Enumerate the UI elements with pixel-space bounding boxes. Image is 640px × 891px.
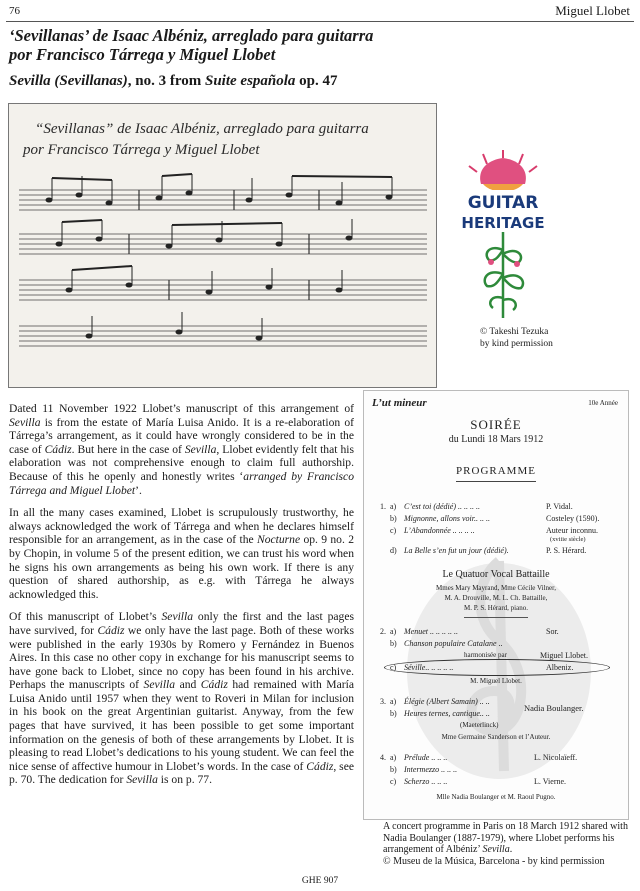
item-1c-composer: Auteur inconnu. bbox=[546, 526, 598, 535]
item-2b-arranger: Miguel Llobet. bbox=[540, 651, 588, 660]
item-3a-title: Élégie (Albert Samain) .. .. bbox=[404, 697, 490, 706]
item-1a-title: C’est toi (dédié) .. .. .. .. bbox=[404, 502, 480, 511]
item-2a-letter: a) bbox=[390, 627, 397, 636]
flower-logo-icon bbox=[447, 150, 559, 322]
text-run-italic: Cádiz bbox=[306, 759, 334, 773]
flower-top-icon bbox=[469, 150, 537, 192]
page-number: 76 bbox=[9, 5, 20, 17]
item-4a-title: Prélude .. .. .. bbox=[404, 753, 448, 762]
item-2c-composer: Albeniz. bbox=[546, 663, 574, 672]
text-run-italic: Sevilla bbox=[184, 442, 217, 456]
text-run: and bbox=[175, 678, 201, 692]
text-run: Dated 11 November 1922 Llobet’s manuscript of this arrangement of bbox=[9, 402, 354, 415]
body-text bbox=[9, 402, 354, 796]
item-1b-composer: Costeley (1590). bbox=[546, 514, 600, 523]
caption-text-end: . bbox=[509, 844, 513, 855]
item-3a-num: 3. bbox=[380, 697, 386, 706]
paragraph-2 bbox=[9, 506, 354, 601]
item-4b-letter: b) bbox=[390, 765, 397, 774]
text-run-italic: arranged by Francisco Tárrega and Miguel Llobet bbox=[9, 469, 354, 497]
text-run: had remained with María Luisa Anido until 1957 when they went to Roveri in Milan for inclusion in his book on the great Argentinian guitarist. Anyway, from the few pages that have survived, it has been possible to get some important information on the genesis of both of these arrangements by Llobet. It is pleasing to read Llobet’s dedications to his young student. We can feel the nice sense of affective humour in Llobet’s words. In the case of bbox=[9, 678, 354, 773]
subtitle-suite: Suite española bbox=[204, 73, 296, 89]
caption-text: A concert programme in Paris on 18 March 1912 shared with Nadia Boulanger (1887-1979), where Llobet performs his arrangement of Albéniz’ bbox=[383, 821, 628, 855]
subtitle-work: Sevilla (Sevillanas) bbox=[9, 73, 128, 89]
item-2a-title: Menuet .. .. .. .. .. bbox=[404, 627, 458, 636]
text-run-italic: Cádiz bbox=[44, 442, 72, 456]
text-run: only the first and the last pages have survived, for bbox=[9, 610, 354, 637]
running-title: Miguel Llobet bbox=[555, 3, 630, 18]
item-4c-letter: c) bbox=[390, 777, 397, 786]
manuscript-staves bbox=[19, 190, 427, 346]
item-1a-letter: a) bbox=[390, 502, 397, 511]
quatuor-line-1: Mmes Mary Mayrand, Mme Cécile Vilner, bbox=[436, 584, 556, 592]
caption-credit: © Museu de la Música, Barcelona - by kind permission bbox=[383, 855, 605, 867]
item-2b-title: Chanson populaire Catalane .. bbox=[404, 639, 503, 648]
text-run: , Llobet evidently felt that his elaboration was not comprehensive enough to claim full authorship. Because of this he openly and honestly writes ‘ bbox=[9, 442, 354, 483]
item-3-performer: Mme Germaine Sanderson et l’Auteur. bbox=[441, 733, 551, 741]
item-1c-title: L’Abandonnée .. .. .. .. bbox=[404, 526, 475, 535]
item-1c-letter: c) bbox=[390, 526, 397, 535]
text-run: is from the estate of María Luisa Anido. It is a re-elaboration of Tárrega’s arrangement, as it could have wrongly considered to be in the case of bbox=[9, 415, 354, 456]
article-title bbox=[9, 26, 429, 64]
item-2b-harmonised: harmonisée par bbox=[464, 651, 507, 659]
guitar-heritage-logo bbox=[447, 150, 559, 322]
manuscript-notes bbox=[46, 174, 392, 340]
item-3b-poet: (Maeterlinck) bbox=[460, 721, 499, 729]
photo-credit bbox=[480, 326, 553, 350]
paragraph-3 bbox=[9, 610, 354, 787]
manuscript-heading-1: “Sevillanas” de Isaac Albéniz, arreglado para guitarra bbox=[35, 121, 369, 137]
manuscript-barlines bbox=[129, 190, 319, 300]
item-2a-num: 2. bbox=[380, 627, 386, 636]
item-4a-letter: a) bbox=[390, 753, 397, 762]
text-run-italic: Cádiz bbox=[97, 623, 125, 637]
text-run: we only have the last page. Both of these works were published in the early 1930s by Romero y Fernández in Buenos Aires. In this case no other copy in exchange for his manuscript seems to have gone back to Llobet, since no copy has been found in his archive. Perhaps the manuscripts of bbox=[9, 623, 354, 692]
subtitle-text: , no. 3 from bbox=[127, 73, 205, 89]
item-1a-num: 1. bbox=[380, 502, 386, 511]
quatuor-line-2: M. A. Drouville, M. L. Ch. Battaille, bbox=[444, 594, 548, 602]
programme-rule bbox=[456, 481, 536, 482]
text-run: In all the many cases examined, Llobet is scrupulously trustworthy, he always acknowledged the work of Tárrega and when he declares himself responsible for an arrangement, as in the case of the bbox=[9, 506, 354, 547]
title-line-1: ‘Sevillanas’ de Isaac Albéniz, arreglado para guitarra bbox=[9, 26, 374, 45]
item-3b-title: Heures ternes, cantique.. .. bbox=[404, 709, 490, 718]
quatuor-line-3: M. P. S. Hérard, piano. bbox=[464, 604, 528, 612]
caption-text-italic: Sevilla bbox=[482, 844, 510, 855]
item-2a-composer: Sor. bbox=[546, 627, 559, 636]
text-run-italic: Nocturne bbox=[256, 533, 301, 547]
item-2c-letter: c) bbox=[390, 663, 397, 672]
title-line-2: por Francisco Tárrega y Miguel Llobet bbox=[9, 45, 276, 64]
item-1d-composer: P. S. Hérard. bbox=[546, 546, 587, 555]
programme-caption bbox=[383, 821, 628, 867]
programme-soiree: SOIRÉE bbox=[470, 417, 522, 432]
text-run-italic: Cádiz bbox=[200, 678, 228, 692]
programme-date: du Lundi 18 Mars 1912 bbox=[448, 434, 544, 445]
item-2-performer: M. Miguel Llobet. bbox=[470, 677, 522, 685]
item-1d-letter: d) bbox=[390, 546, 397, 555]
photo-credit-line-2: by kind permission bbox=[480, 339, 553, 349]
text-run: , see p. 70. The dedication for bbox=[9, 759, 354, 787]
item-2c-title: Séville.. .. .. .. .. bbox=[404, 663, 454, 672]
item-4-performer: Mlle Nadia Boulanger et M. Raoul Pugno. bbox=[436, 793, 556, 801]
text-run: . But here in the case of bbox=[71, 442, 185, 456]
logo-text-guitar: GUITAR bbox=[467, 193, 539, 213]
item-1c-century: (xviiie siècle) bbox=[550, 536, 586, 543]
flower-leaves-icon bbox=[485, 232, 523, 318]
subtitle-opus: op. 47 bbox=[295, 73, 338, 89]
text-run-italic: Sevilla bbox=[161, 610, 194, 624]
text-run: ’. bbox=[135, 483, 142, 497]
text-run: op. 9 no. 2 by Chopin, in volume 5 of the present edition, we can trust his word when he signs his own arrangements as being his own work. If there is any question of shared authorship, as e.g. with Tárrega he always acknowledged this. bbox=[9, 533, 355, 601]
item-4a-composer: L. Nicolaïeff. bbox=[534, 753, 578, 762]
text-run-italic: Sevilla bbox=[143, 678, 176, 692]
item-3a-letter: a) bbox=[390, 697, 397, 706]
paragraph-1 bbox=[9, 402, 354, 497]
header-rule bbox=[6, 21, 634, 22]
item-1d-title: La Belle s’en fut un jour (dédié). bbox=[404, 546, 509, 555]
quatuor-title: Le Quatuor Vocal Battaille bbox=[442, 569, 550, 580]
item-4c-title: Scherzo .. .. .. bbox=[404, 777, 448, 786]
section-rule bbox=[464, 617, 528, 618]
item-1a-composer: P. Vidal. bbox=[546, 502, 573, 511]
manuscript-image bbox=[8, 103, 437, 388]
item-1b-title: Mignonne, allons voir.. .. .. bbox=[404, 514, 490, 523]
photo-credit-line-1: © Takeshi Tezuka bbox=[480, 327, 549, 337]
item-4c-composer: L. Vierne. bbox=[534, 777, 567, 786]
programme-masthead: L’ut mineur bbox=[372, 397, 427, 409]
text-run: Of this manuscript of Llobet’s bbox=[9, 610, 162, 624]
item-3b-letter: b) bbox=[390, 709, 397, 718]
article-subtitle bbox=[9, 72, 338, 90]
text-run-italic: Sevilla bbox=[9, 415, 41, 429]
item-4a-num: 4. bbox=[380, 753, 386, 762]
programme-annee: 10e Année bbox=[588, 399, 618, 407]
text-run: is on p. 77. bbox=[157, 773, 212, 787]
item-1b-letter: b) bbox=[390, 514, 397, 523]
footer-code: GHE 907 bbox=[301, 876, 339, 886]
text-run-italic: Sevilla bbox=[126, 773, 158, 787]
programme-heading: PROGRAMME bbox=[456, 465, 536, 477]
item-4b-title: Intermezzo .. .. .. bbox=[404, 765, 458, 774]
manuscript-heading-2: por Francisco Tárrega y Miguel Llobet bbox=[23, 142, 260, 158]
item-2b-letter: b) bbox=[390, 639, 397, 648]
logo-text-heritage: HERITAGE bbox=[461, 214, 545, 232]
item-3-composer: Nadia Boulanger. bbox=[524, 703, 584, 713]
concert-programme-image bbox=[363, 390, 629, 820]
manuscript-score bbox=[9, 104, 436, 387]
